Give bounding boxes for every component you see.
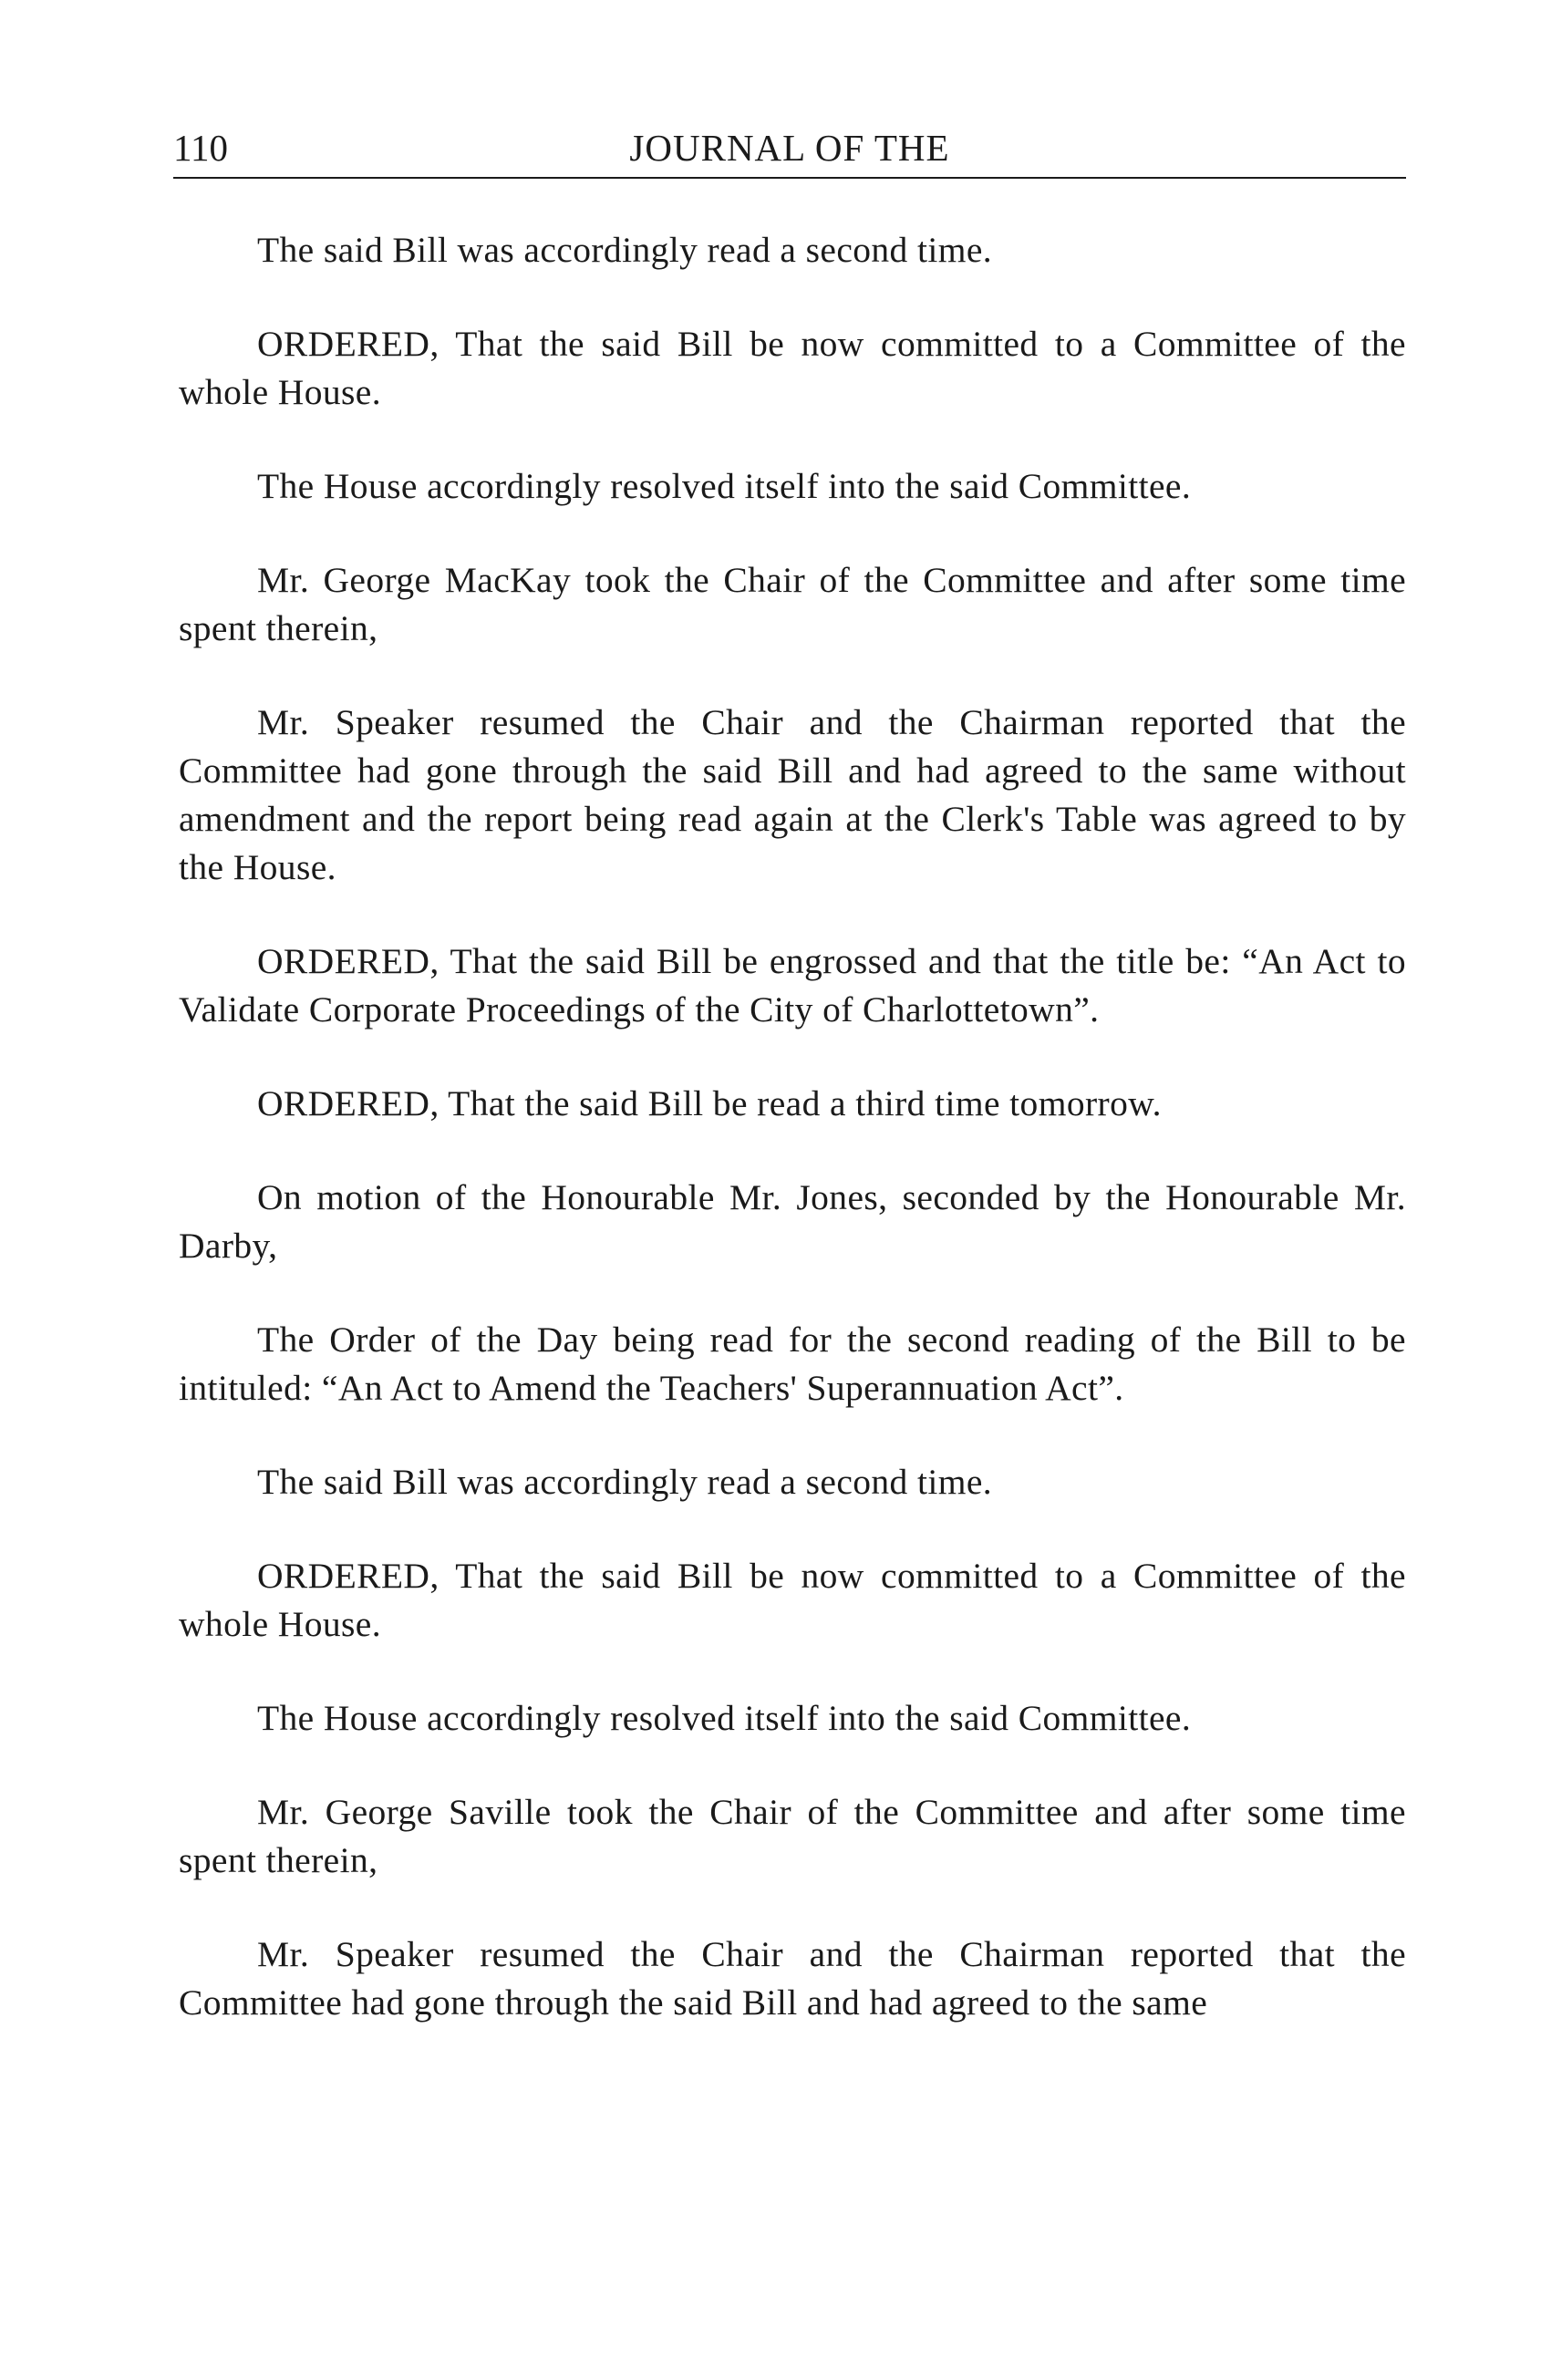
paragraph-bill-read-second-time: The said Bill was accordingly read a second time. <box>257 230 993 270</box>
paragraph-motion-jones: On motion of the Honourable Mr. Jones, seconded by the Honourable Mr. Darby, <box>179 1177 1406 1266</box>
paragraph-house-resolved: The House accordingly resolved itself into the said Committee. <box>257 466 1192 506</box>
paragraph-house-resolved-2: The House accordingly resolved itself into the said Committee. <box>257 1698 1192 1738</box>
paragraph-bill-read-second-time-2: The said Bill was accordingly read a second time. <box>257 1462 993 1502</box>
paragraph-third-reading: ORDERED, That the said Bill be read a third time tomorrow. <box>257 1083 1162 1123</box>
paragraph-saville-chair: Mr. George Saville took the Chair of the Committee and after some time spent therein, <box>179 1792 1406 1880</box>
paragraph-speaker-report: Mr. Speaker resumed the Chair and the Chairman reported that the Committee had gone through the said Bill and had agreed to the same without amendment and the report being read again at the Clerk's Table was agreed to by the House. <box>179 702 1406 887</box>
journal-body <box>179 226 1406 2073</box>
paragraph-mackay-chair: Mr. George MacKay took the Chair of the Committee and after some time spent therein, <box>179 560 1406 648</box>
page-header <box>173 120 1406 179</box>
running-title: JOURNAL OF THE <box>629 127 950 169</box>
page-number: 110 <box>173 127 228 169</box>
paragraph-ordered-committed: ORDERED, That the said Bill be now committed to a Committee of the whole House. <box>179 324 1406 412</box>
paragraph-speaker-report-2: Mr. Speaker resumed the Chair and the Chairman reported that the Committee had gone through the said Bill and had agreed to the same <box>179 1934 1406 2023</box>
paragraph-ordered-engrossed: ORDERED, That the said Bill be engrossed and that the title be: “An Act to Validate Corporate Proceedings of the City of Charlottetown”. <box>179 941 1406 1030</box>
paragraph-ordered-committed-2: ORDERED, That the said Bill be now committed to a Committee of the whole House. <box>179 1556 1406 1644</box>
paragraph-order-of-the-day: The Order of the Day being read for the second reading of the Bill to be intituled: “An Act to Amend the Teachers' Superannuation Act”. <box>179 1319 1406 1408</box>
